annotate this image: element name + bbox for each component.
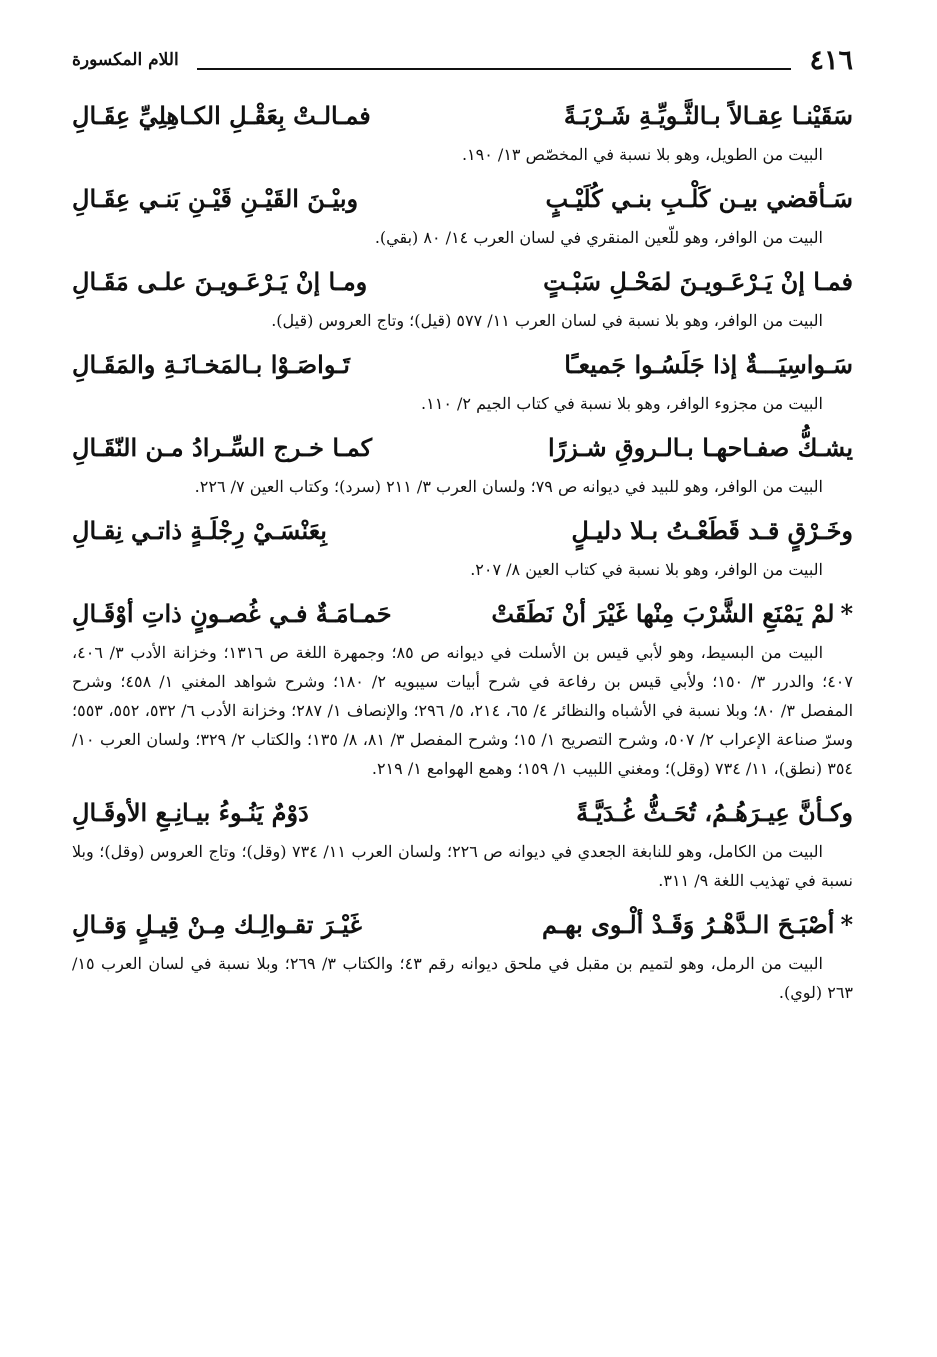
verse-line [72, 507, 853, 555]
verse-second-hemistich: وبيْـنَ القَيْـنِ قَيْـنِ بَنـي عِقَـالِ [72, 184, 359, 213]
verse-first-hemistich [543, 258, 853, 306]
hemistich-text: سَـواسِيَـــةٌ إذا جَلَسُـوا جَميعـًا [564, 350, 853, 379]
verse-line [72, 341, 853, 389]
verse-entry [72, 507, 853, 584]
verse-entry [72, 341, 853, 418]
hemistich-text: يشـكُّ صفـاحهـا بـالـروقِ شـزرًا [548, 433, 853, 462]
verse-line [72, 258, 853, 306]
verse-line [72, 590, 853, 638]
verse-second-hemistich: تَـواصَـوْا بـالمَخـانَـةِ والمَقَـالِ [72, 350, 350, 379]
verse-second-hemistich: كمـا خـرج السِّـرادُ مـن النّقَـالِ [72, 433, 372, 462]
hemistich-text: أصْبَـحَ الـدَّهْـرُ وَقَـدْ ألْـوى بهـم [542, 910, 835, 939]
verse-first-hemistich [545, 175, 853, 223]
verse-entry [72, 901, 853, 1007]
verse-line [72, 92, 853, 140]
hemistich-text: وكـأنَّ عِيـرَهُـمُ، تُحَـثُّ غُـدَيَّـةً [576, 798, 853, 827]
verse-first-hemistich [548, 424, 853, 472]
running-title: اللام المكسورة [72, 50, 179, 70]
verse-entry [72, 590, 853, 783]
hemistich-text: لمْ يَمْنَعِ الشَّرْبَ مِنْها غَيْرَ أنْ نَطَقَتْ [491, 599, 835, 628]
page-number: ٤١٦ [809, 44, 853, 76]
verse-citation-note: البيت من مجزوء الوافر، وهو بلا نسبة في كتاب الجيم ٢/ ١١٠. [421, 394, 823, 413]
verse-entry [72, 92, 853, 169]
hemistich-text: سَـأقضي بيـن كَلْـبِ بنـي كُلَيْـبٍ [545, 184, 853, 213]
verse-first-hemistich [542, 901, 853, 949]
verse-citation-note: البيت من الوافر، وهو للبيد في ديوانه ص ٧٩؛ ولسان العرب ٣/ ٢١١ (سرد)؛ وكتاب العين ٧/ ٢٢٦. [194, 477, 823, 496]
verse-second-hemistich: دَوْمٌ يَنُـوءُ بيـانِـعِ الأوقَـالِ [72, 798, 309, 827]
verse-second-hemistich: فمـالـتْ بِعَقْـلِ الكـاهِلِيِّ عِقَـالِ [72, 101, 371, 130]
verse-second-hemistich: حَمـامَـةٌ فـي غُصـونٍ ذاتِ أوْقَـالِ [72, 599, 392, 628]
verse-first-hemistich [576, 789, 853, 837]
verse-first-hemistich [564, 92, 853, 140]
hemistich-text: فمـا إنْ يَـرْعَـويـنَ لمَحْـلِ سَبْـتٍ [543, 267, 853, 296]
entries-list [72, 92, 853, 1013]
star-marker-icon: * [840, 599, 853, 628]
verse-citation-note: البيت من الطويل، وهو بلا نسبة في المخصّص ١٣/ ١٩٠. [461, 145, 823, 164]
verse-second-hemistich: غَيْـرَ تقـوالِـك مِـنْ قِيـلٍ وَقـالِ [72, 910, 362, 939]
hemistich-text: سَقَيْنـا عِقـالاً بـالثَّـويِّـةِ شَـرْبَـةً [563, 101, 853, 130]
page-header [72, 40, 853, 80]
verse-line [72, 901, 853, 949]
verse-entry [72, 424, 853, 501]
verse-first-hemistich [491, 590, 853, 638]
verse-entry [72, 258, 853, 335]
star-marker-icon: * [840, 910, 853, 939]
verse-line [72, 424, 853, 472]
header-rule [197, 50, 792, 70]
verse-first-hemistich [564, 341, 853, 389]
verse-second-hemistich: بِعَنْسَـيْ رِجْلَـةٍ ذاتـي نِقـالِ [72, 516, 327, 545]
verse-citation-note: البيت من الوافر، وهو بلا نسبة في كتاب العين ٨/ ٢٠٧. [470, 560, 823, 579]
verse-citation-note: البيت من الوافر، وهو للّعين المنقري في لسان العرب ١٤/ ٨٠ (بقي). [374, 228, 823, 247]
verse-citation-note: البيت من الرمل، وهو لتميم بن مقبل في ملحق ديوانه رقم ٤٣؛ والكتاب ٣/ ٢٦٩؛ وبلا نسبة في لسان العرب ١٥/ ٢٦٣ (لوي). [72, 954, 853, 1002]
hemistich-text: وخَـرْقٍ قـد قَطَعْـتُ بـلا دليـلٍ [571, 516, 853, 545]
verse-citation-note: البيت من الوافر، وهو بلا نسبة في لسان العرب ١١/ ٥٧٧ (قيل)؛ وتاج العروس (قيل). [271, 311, 823, 330]
verse-entry [72, 175, 853, 252]
verse-second-hemistich: ومـا إنْ يَـرْعَـويـنَ علـى مَقَـالِ [72, 267, 368, 296]
verse-citation-note: البيت من البسيط، وهو لأبي قيس بن الأسلت في ديوانه ص ٨٥؛ وجمهرة اللغة ص ١٣١٦؛ وخزانة الأدب ٣/ ٤٠٦، ٤٠٧؛ والدرر ٣/ ١٥٠؛ ولأبي قيس بن رفاعة في شرح أبيات سيبويه ٢/ ١٨٠؛ وشرح شواهد المغني ١/ ٤٥٨؛ وشرح المفصل ٣/ ٨٠؛ وبلا نسبة في الأشباه والنظائر ٤/ ٦٥، ٢١٤، ٥/ ٢٩٦؛ والإنصاف ١/ ٢٨٧؛ وخزانة الأدب ٦/ ٥٣٢، ٥٥٢، ٥٥٣؛ وسرّ صناعة الإعراب ٢/ ٥٠٧، وشرح التصريح ١/ ١٥؛ وشرح المفصل ٣/ ٨١، ٨/ ١٣٥؛ والكتاب ٢/ ٣٢٩؛ ولسان العرب ١٠/ ٣٥٤ (نطق)، ١١/ ٧٣٤ (وقل)؛ ومغني اللبيب ١/ ١٥٩؛ وهمع الهوامع ١/ ٢١٩. [72, 643, 854, 778]
verse-citation-note: البيت من الكامل، وهو للنابغة الجعدي في ديوانه ص ٢٢٦؛ ولسان العرب ١١/ ٧٣٤ (وقل)؛ وتاج العروس (وقل)؛ وبلا نسبة في تهذيب اللغة ٩/ ٣١١. [72, 842, 853, 890]
verse-line [72, 789, 853, 837]
verse-first-hemistich [571, 507, 853, 555]
verse-entry [72, 789, 853, 895]
verse-line [72, 175, 853, 223]
